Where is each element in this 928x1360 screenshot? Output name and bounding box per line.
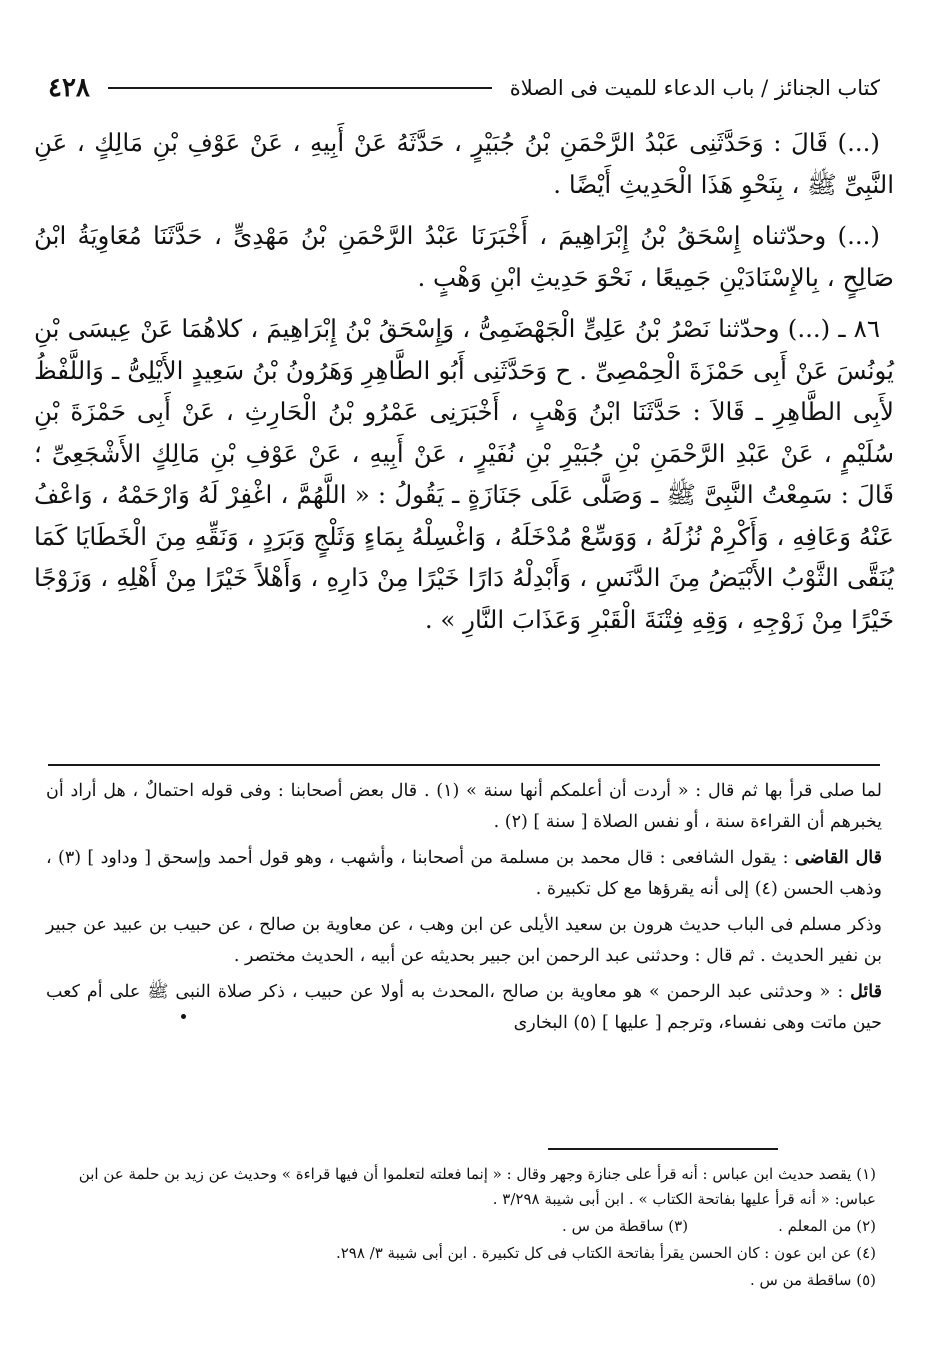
header-rule (108, 87, 492, 89)
footnote-3: (٣) ساقطة من س . (562, 1217, 689, 1235)
commentary-paragraph-3: وذكر مسلم فى الباب حديث هرون بن سعيد الأيلى عن ابن وهب ، عن معاوية بن صالح ، عن حبيب بن عبيد عن جبير بن نفير الحديث . ثم قال : وحدثنى عبد الرحمن ابن جبير بحديثه عن أبيه ، الحديث مختصر . (46, 915, 882, 966)
commentary-paragraph-1: لما صلى قرأ بها ثم قال : « أردت أن أعلمكم أنها سنة » (١) . قال بعض أصحابنا : وفى قوله احتمالٌ ، هل أراد أن يخبرهم أن القراءة سنة ، أو نفس الصلاة [ سنة ] (٢) . (46, 781, 882, 832)
hadith-paragraph-1: (...) قَالَ : وَحَدَّثَنِى عَبْدُ الرَّحْمَنِ بْنُ جُبَيْرٍ ، حَدَّثَهُ عَنْ أَبِيهِ ، عَنْ عَوْفِ بْنِ مَالِكٍ ، عَنِ النَّبِىِّ ﷺ ، بِنَحْوِ هَذَا الْحَدِيثِ أَيْضًا . (34, 128, 894, 199)
commentary-paragraph-4 (46, 977, 882, 1038)
commentary-body-4: : « وحدثنى عبد الرحمن » هو معاوية بن صالح ،المحدث به أولا عن حبيب ، ذكر صلاة النبى ﷺ على أم كعب حين ماتت وهى نفساء، وترجم [ عليها ] (٥) البخارى (46, 982, 882, 1033)
stray-dot (181, 1014, 186, 1019)
footnote-1: (١) يقصد حديث ابن عباس : أنه قرأ على جنازة وجهر وقال : « إنما فعلته لتعلموا أن فيها قراءة » وحديث عن زيد بن حلمة عن ابن عباس: « أنه قرأ عليها بفاتحة الكتاب » . ابن أبى شيبة ٣/٢٩٨ . (78, 1165, 876, 1208)
footnotes (52, 1162, 876, 1295)
page-number: ٤٢٨ (48, 73, 90, 103)
running-header (48, 68, 880, 108)
footnote-row-2-3 (52, 1214, 876, 1239)
commentary-separator (48, 764, 880, 766)
commentary (46, 776, 882, 1044)
footnote-5: (٥) ساقطة من س . (749, 1271, 876, 1289)
commentary-lead-qadi: قال القاضى (794, 848, 882, 868)
commentary-lead-qaail: قائل (850, 982, 882, 1002)
hadith-paragraph-2: (...) وحدّثناه إِسْحَقُ بْنُ إِبْرَاهِيمَ ، أَخْبَرَنَا عَبْدُ الرَّحْمَنِ بْنُ مَهْدِىٍّ ، حَدَّثَنَا مُعَاوِيَةُ ابْنُ صَالِحٍ ، بِالإِسْنَادَيْنِ جَمِيعًا ، نَحْوَ حَدِيثِ ابْنِ وَهْبٍ . (34, 221, 894, 292)
footnote-separator (548, 1148, 778, 1150)
commentary-body-2: : يقول الشافعى : قال محمد بن مسلمة من أصحابنا ، وأشهب ، وهو قول أحمد وإسحق [ وداود ] (٣) ، وذهب الحسن (٤) إلى أنه يقرؤها مع كل تكبيرة . (46, 848, 882, 899)
hadith-text (34, 122, 894, 650)
footnote-2: (٢) من المعلم . (778, 1217, 876, 1235)
commentary-paragraph-2 (46, 843, 882, 904)
hadith-paragraph-3: ٨٦ ـ (...) وحدّثنا نَصْرُ بْنُ عَلِىٍّ الْجَهْضَمِىُّ ، وَإِسْحَقُ بْنُ إِبْرَاهِيمَ ، كلاهُمَا عَنْ عِيسَى بْنِ يُونُسَ عَنْ أَبِى حَمْزَةَ الْحِمْصِىِّ . ح وَحَدَّثَنِى أَبُو الطَّاهِرِ وَهَرُونُ بْنُ سَعِيدٍ الأَيْلِىُّ ـ وَاللَّفْظُ لأَبِى الطَّاهِرِ ـ قَالاَ : حَدَّثَنَا ابْنُ وَهْبٍ ، أَخْبَرَنِى عَمْرُو بْنُ الْحَارِثِ ، عَنْ أَبِى حَمْزَةَ بْنِ سُلَيْمٍ ، عَنْ عَبْدِ الرَّحْمَنِ بْنِ جُبَيْرِ بْنِ نُفَيْرٍ ، عَنْ أَبِيهِ ، عَنْ عَوْفِ بْنِ مَالِكٍ الأَشْجَعِىِّ ؛ قَالَ : سَمِعْتُ النَّبِىَّ ﷺ ـ وَصَلَّى عَلَى جَنَازَةٍ ـ يَقُولُ : « اللَّهُمَّ ، اغْفِرْ لَهُ وَارْحَمْهُ ، وَاعْفُ عَنْهُ وَعَافِهِ ، وَأَكْرِمْ نُزُلَهُ ، وَوَسِّعْ مُدْخَلَهُ ، وَاغْسِلْهُ بِمَاءٍ وَثَلْجٍ وَبَرَدٍ ، وَنَقِّهِ مِنَ الْخَطَايَا كَمَا يُنَقَّى الثَّوْبُ الأَبْيَضُ مِنَ الدَّنَسِ ، وَأَبْدِلْهُ دَارًا خَيْرًا مِنْ دَارِهِ ، وَأَهْلاً خَيْرًا مِنْ أَهْلِهِ ، وَزَوْجًا خَيْرًا مِنْ زَوْجِهِ ، وَقِهِ فِتْنَةَ الْقَبْرِ وَعَذَابَ النَّارِ » . (34, 314, 894, 634)
footnote-4: (٤) عن ابن عون : كان الحسن يقرأ بفاتحة الكتاب فى كل تكبيرة . ابن أبى شيبة ٣/ ٢٩٨. (335, 1244, 876, 1262)
header-title: كتاب الجنائز / باب الدعاء للميت فى الصلاة (509, 76, 880, 100)
